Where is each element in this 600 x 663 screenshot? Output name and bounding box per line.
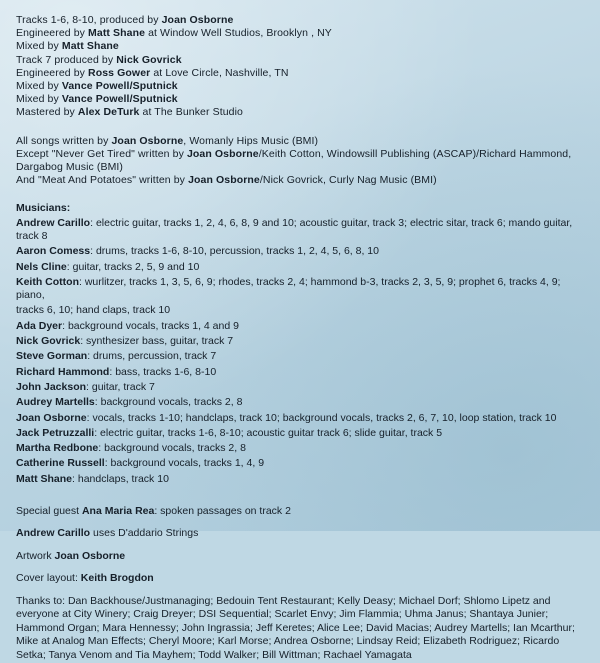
thanks-paragraph: Thanks to: Dan Backhouse/Justmanaging; Bedouin Tent Restaurant; Kelly Deasy; Michael Dorf; Shlomo Lipetz and everyone at City Winery; Craig Dreyer; DSI Sequential; Scarlet Envy; Jim Flammia; Uhma Janus; Shantaya Junier; Hammond Organ; Mara Hennessy; John Ingrassia; Jeff Keretes; Alice Lee; David Macias; Audrey Martells; Ian Mcarthur; Mike at Analog Man Effects; Cheryl Moore; Karl Morse; Andrea Osborne; Lindsay Reid; Elizabeth Rodriguez; Ricardo Setka; Tanya Venom and Tia Mayhem; Todd Walker; Bill Wittman; Rachael Yamagata — [16, 594, 578, 661]
production-line: Engineered by Matt Shane at Window Well Studios, Brooklyn , NY — [16, 27, 332, 40]
musician-detail: : electric guitar, tracks 1-6, 8-10; acoustic guitar track 6; slide guitar, track 5 — [94, 426, 443, 439]
musician-entry — [16, 412, 584, 425]
production-line: Mastered by Alex DeTurk at The Bunker Studio — [16, 106, 243, 119]
musician-name: Joan Osborne — [16, 411, 87, 424]
musician-name: Nick Govrick — [16, 335, 81, 348]
production-line: Mixed by Matt Shane — [16, 40, 119, 53]
musician-entry — [16, 427, 584, 440]
musician-entry-continued — [16, 304, 584, 317]
musician-detail: tracks 6, 10; hand claps, track 10 — [16, 304, 171, 317]
musician-name: Nels Cline — [16, 260, 67, 273]
musician-entry — [16, 261, 584, 274]
musicians-heading: Musicians: — [16, 202, 71, 215]
musician-entry — [16, 276, 584, 303]
divider-space — [16, 496, 584, 505]
musician-detail: : guitar, tracks 2, 5, 9 and 10 — [66, 260, 200, 273]
musician-entry — [16, 473, 584, 486]
musician-detail: : background vocals, tracks 2, 8 — [94, 396, 243, 409]
musician-name: Audrey Martells — [16, 396, 95, 409]
musician-detail: : drums, tracks 1-6, 8-10, percussion, tracks 1, 2, 4, 5, 6, 8, 10 — [90, 245, 379, 258]
special-guest-line: Special guest Ana Maria Rea: spoken passages on track 2 — [16, 504, 291, 517]
cover-layout-label: Cover layout: — [16, 572, 81, 585]
musician-entry — [16, 320, 584, 333]
musician-entry — [16, 457, 584, 470]
publishing-credits — [16, 135, 584, 188]
musician-name: Andrew Carillo — [16, 216, 91, 229]
musician-entry — [16, 335, 584, 348]
cover-layout-line — [16, 572, 584, 585]
production-line: Mixed by Vance Powell/Sputnick — [16, 80, 178, 93]
artwork-value: Joan Osborne — [54, 549, 126, 562]
musician-entry — [16, 442, 584, 455]
musician-entry — [16, 396, 584, 409]
musicians-section — [16, 202, 584, 486]
publishing-line: Except "Never Get Tired" written by Joan Osborne/Keith Cotton, Windowsill Publishing (ASCAP)/Richard Hammond, — [16, 147, 572, 160]
musician-detail: : drums, percussion, track 7 — [87, 350, 217, 363]
production-line: Engineered by Ross Gower at Love Circle, Nashville, TN — [16, 66, 289, 79]
musician-name: Jack Petruzzalli — [16, 426, 95, 439]
production-credits — [16, 14, 584, 120]
production-line: Tracks 1-6, 8-10, produced by Joan Osborne — [16, 14, 234, 26]
publishing-line: And "Meat And Potatoes" written by Joan Osborne/Nick Govrick, Curly Nag Music (BMI) — [16, 174, 437, 187]
musician-detail: : vocals, tracks 1-10; handclaps, track 10; background vocals, tracks 2, 6, 7, 10, loop station, track 10 — [86, 411, 557, 424]
musician-name: Ada Dyer — [16, 319, 63, 332]
musician-entry — [16, 366, 584, 379]
musician-name: Matt Shane — [16, 472, 73, 485]
musician-detail: : wurlitzer, tracks 1, 3, 5, 6, 9; rhodes, tracks 2, 4; hammond b-3, tracks 2, 3, 5, 9; prophet 6, tracks 4, 9; piano, — [16, 275, 564, 302]
strings-credit-name: Andrew Carillo — [16, 527, 91, 540]
musician-entry — [16, 381, 584, 394]
musician-entry — [16, 217, 584, 244]
production-line: Track 7 produced by Nick Govrick — [16, 53, 182, 66]
cover-layout-value: Keith Brogdon — [80, 572, 154, 585]
musician-name: Richard Hammond — [16, 365, 110, 378]
musician-entry — [16, 245, 584, 258]
musician-detail: : synthesizer bass, guitar, track 7 — [80, 335, 234, 348]
musician-name: Aaron Comess — [16, 245, 91, 258]
musician-entry — [16, 350, 584, 363]
publishing-line: Dargabog Music (BMI) — [16, 161, 124, 174]
musician-detail: : guitar, track 7 — [86, 380, 155, 393]
musician-detail: : handclaps, track 10 — [72, 472, 169, 485]
musician-name: Martha Redbone — [16, 442, 99, 455]
production-line: Mixed by Vance Powell/Sputnick — [16, 93, 178, 106]
publishing-line: All songs written by Joan Osborne, Womanly Hips Music (BMI) — [16, 134, 319, 147]
musician-detail: : background vocals, tracks 2, 8 — [98, 442, 246, 455]
special-guest-name: Ana Maria Rea — [81, 504, 155, 517]
musician-detail: : background vocals, tracks 1, 4, 9 — [104, 457, 265, 470]
musician-name: Keith Cotton — [16, 275, 79, 288]
musician-detail: : bass, tracks 1-6, 8-10 — [109, 365, 217, 378]
strings-line: Andrew Carillo uses D'addario Strings — [16, 527, 199, 540]
musician-detail: : background vocals, tracks 1, 4 and 9 — [62, 319, 239, 332]
artwork-label: Artwork — [16, 549, 55, 562]
artwork-line — [16, 550, 584, 563]
musician-name: Steve Gorman — [16, 350, 88, 363]
musician-detail: : electric guitar, tracks 1, 2, 4, 6, 8, 9 and 10; acoustic guitar, track 3; electric sitar, track 6; mando guitar, track 8 — [16, 216, 576, 242]
musician-name: Catherine Russell — [16, 457, 105, 470]
musician-name: John Jackson — [16, 380, 87, 393]
